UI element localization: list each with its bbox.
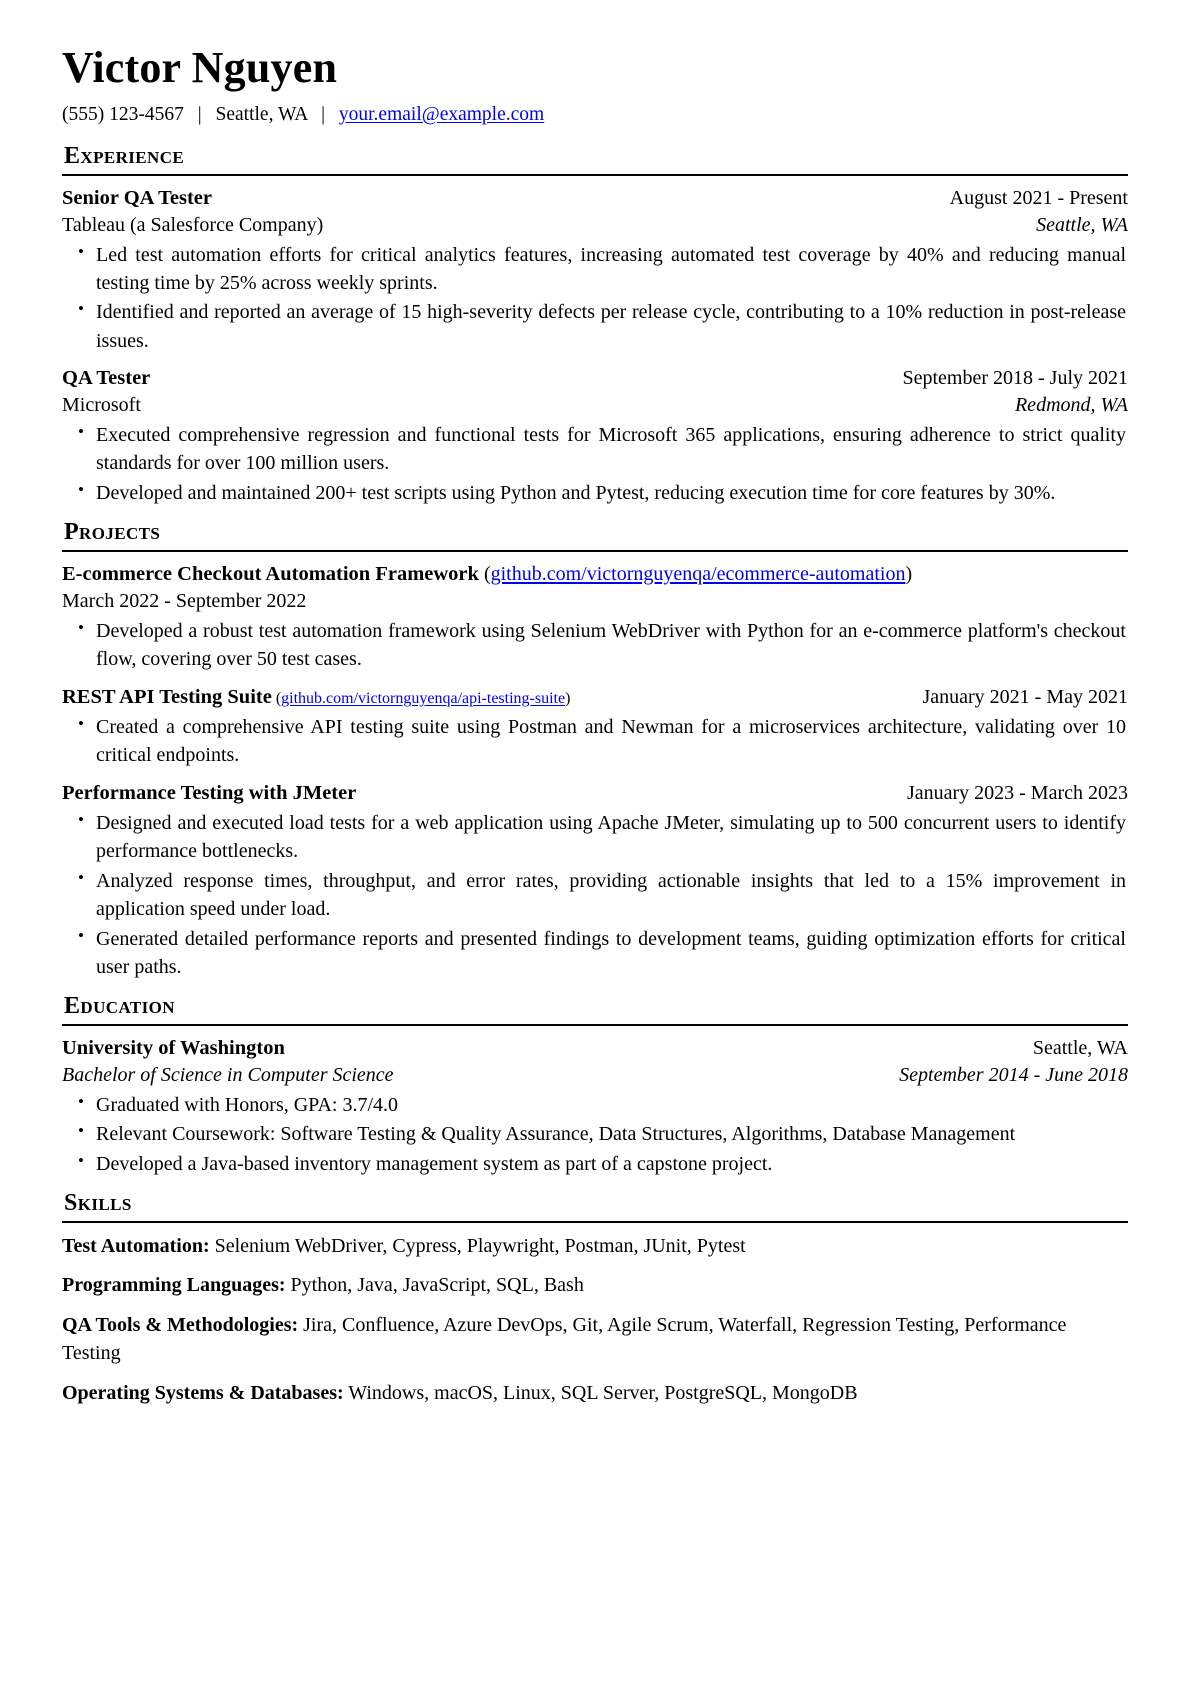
skill-line: [62, 1379, 1128, 1407]
project-date: January 2021 - May 2021: [922, 685, 1128, 708]
email-link[interactable]: your.email@example.com: [338, 103, 545, 125]
project-title-row: [62, 780, 1128, 807]
project-title: E-commerce Checkout Automation Framework: [62, 563, 479, 586]
section-title-experience: Experience: [64, 142, 185, 169]
project-heading: [62, 684, 570, 711]
skill-line: [62, 1271, 1128, 1299]
job-location: Redmond, WA: [1014, 394, 1128, 417]
project-bullet-list: [62, 617, 1128, 674]
project-bullet: • Designed and executed load tests for a web application using Apache JMeter, simulating up to 500 concurrent users to identify performance bottlenecks.: [96, 809, 1128, 866]
job-location: Seattle, WA: [1036, 213, 1128, 236]
contact-line: [62, 102, 1128, 127]
section-rule-skills: [62, 1221, 1128, 1223]
project-entry: [62, 780, 1128, 982]
project-url[interactable]: github.com/victornguyenqa/api-testing-suite: [281, 689, 566, 707]
skill-items: Python, Java, JavaScript, SQL, Bash: [290, 1274, 584, 1297]
project-bullet-list: [62, 713, 1128, 770]
phone-number: (555) 123-4567: [62, 103, 184, 125]
project-entry: [62, 684, 1128, 770]
experience-entry: [62, 185, 1128, 355]
job-bullet: • Led test automation efforts for critical analytics features, increasing automated test coverage by 40% and reducing manual testing time by 25% across weekly sprints.: [96, 241, 1128, 298]
job-date: September 2018 - July 2021: [902, 367, 1128, 390]
section-title-skills: Skills: [64, 1190, 132, 1217]
education-bullet: • Relevant Coursework: Software Testing & Quality Assurance, Data Structures, Algorithms, Database Management: [96, 1120, 1128, 1148]
school-location: Seattle, WA: [1032, 1037, 1128, 1060]
skill-category: Programming Languages:: [62, 1274, 286, 1297]
project-title-row: [62, 561, 1128, 588]
section-projects: [62, 519, 1128, 981]
education-bullet: • Graduated with Honors, GPA: 3.7/4.0: [96, 1091, 1128, 1119]
school-name: University of Washington: [62, 1037, 285, 1060]
contact-separator-2: |: [321, 103, 326, 125]
experience-title-row: [62, 185, 1128, 212]
skill-category: QA Tools & Methodologies:: [62, 1313, 299, 1336]
project-bullet: • Developed a robust test automation framework using Selenium WebDriver with Python for an e-commerce platform's checkout flow, covering over 50 test cases.: [96, 617, 1128, 674]
job-title: QA Tester: [62, 367, 151, 390]
project-link-wrap: (github.com/victornguyenqa/ecommerce-automation): [478, 563, 913, 586]
experience-title-row: [62, 365, 1128, 392]
experience-org-row: [62, 392, 1128, 419]
education-date: September 2014 - June 2018: [899, 1064, 1128, 1087]
job-bullet-list: [62, 241, 1128, 356]
degree-name: Bachelor of Science in Computer Science: [62, 1064, 394, 1087]
section-rule-education: [62, 1024, 1128, 1026]
contact-separator-1: |: [197, 103, 202, 125]
job-date: August 2021 - Present: [949, 186, 1128, 209]
section-experience: [62, 143, 1128, 507]
contact-location: Seattle, WA: [215, 103, 308, 125]
project-title-row: [62, 684, 1128, 711]
education-bullet: • Developed a Java-based inventory management system as part of a capstone project.: [96, 1150, 1128, 1178]
section-title-projects: Projects: [64, 519, 161, 546]
project-date: March 2022 - September 2022: [62, 590, 307, 613]
project-title: Performance Testing with JMeter: [62, 781, 357, 804]
job-bullet: • Developed and maintained 200+ test scripts using Python and Pytest, reducing execution time for core features by 30%.: [96, 479, 1128, 507]
skill-line: [62, 1311, 1128, 1368]
section-skills: [62, 1190, 1128, 1407]
project-link-wrap: (github.com/victornguyenqa/api-testing-suite): [271, 689, 571, 707]
experience-entry: [62, 365, 1128, 507]
section-education: [62, 993, 1128, 1178]
job-bullet: • Identified and reported an average of 15 high-severity defects per release cycle, contributing to a 10% reduction in post-release issues.: [96, 298, 1128, 355]
skill-items: Windows, macOS, Linux, SQL Server, PostgreSQL, MongoDB: [348, 1381, 858, 1404]
job-company: Tableau (a Salesforce Company): [62, 213, 324, 236]
education-school-row: [62, 1035, 1128, 1062]
project-date: January 2023 - March 2023: [906, 781, 1128, 804]
project-entry: [62, 561, 1128, 674]
skill-items: Selenium WebDriver, Cypress, Playwright, Postman, JUnit, Pytest: [214, 1235, 746, 1258]
project-url[interactable]: github.com/victornguyenqa/ecommerce-automation: [490, 563, 906, 586]
section-rule-projects: [62, 550, 1128, 552]
job-bullet-list: [62, 421, 1128, 507]
education-degree-row: [62, 1062, 1128, 1089]
project-bullet-list: [62, 809, 1128, 981]
section-rule-experience: [62, 174, 1128, 176]
experience-org-row: [62, 212, 1128, 239]
skill-items: Jira, Confluence, Azure DevOps, Git, Agile Scrum, Waterfall, Regression Testing, Performance Testing: [62, 1313, 1067, 1365]
candidate-name: Victor Nguyen: [62, 43, 338, 92]
resume-header: [62, 44, 1128, 127]
project-bullet: • Created a comprehensive API testing suite using Postman and Newman for a microservices architecture, validating over 10 critical endpoints.: [96, 713, 1128, 770]
skill-category: Test Automation:: [62, 1235, 210, 1258]
section-title-education: Education: [64, 993, 175, 1020]
skill-category: Operating Systems & Databases:: [62, 1381, 344, 1404]
job-title: Senior QA Tester: [62, 186, 212, 209]
job-company: Microsoft: [62, 394, 141, 417]
education-entry: [62, 1035, 1128, 1178]
job-bullet: • Executed comprehensive regression and functional tests for Microsoft 365 applications, ensuring adherence to strict quality standards for over 100 million users.: [96, 421, 1128, 478]
project-bullet: • Generated detailed performance reports and presented findings to development teams, guiding optimization efforts for critical user paths.: [96, 925, 1128, 982]
project-title: REST API Testing Suite: [62, 685, 272, 708]
project-bullet: • Analyzed response times, throughput, and error rates, providing actionable insights that led to a 15% improvement in application speed under load.: [96, 867, 1128, 924]
skill-line: [62, 1232, 1128, 1260]
education-bullet-list: [62, 1091, 1128, 1178]
